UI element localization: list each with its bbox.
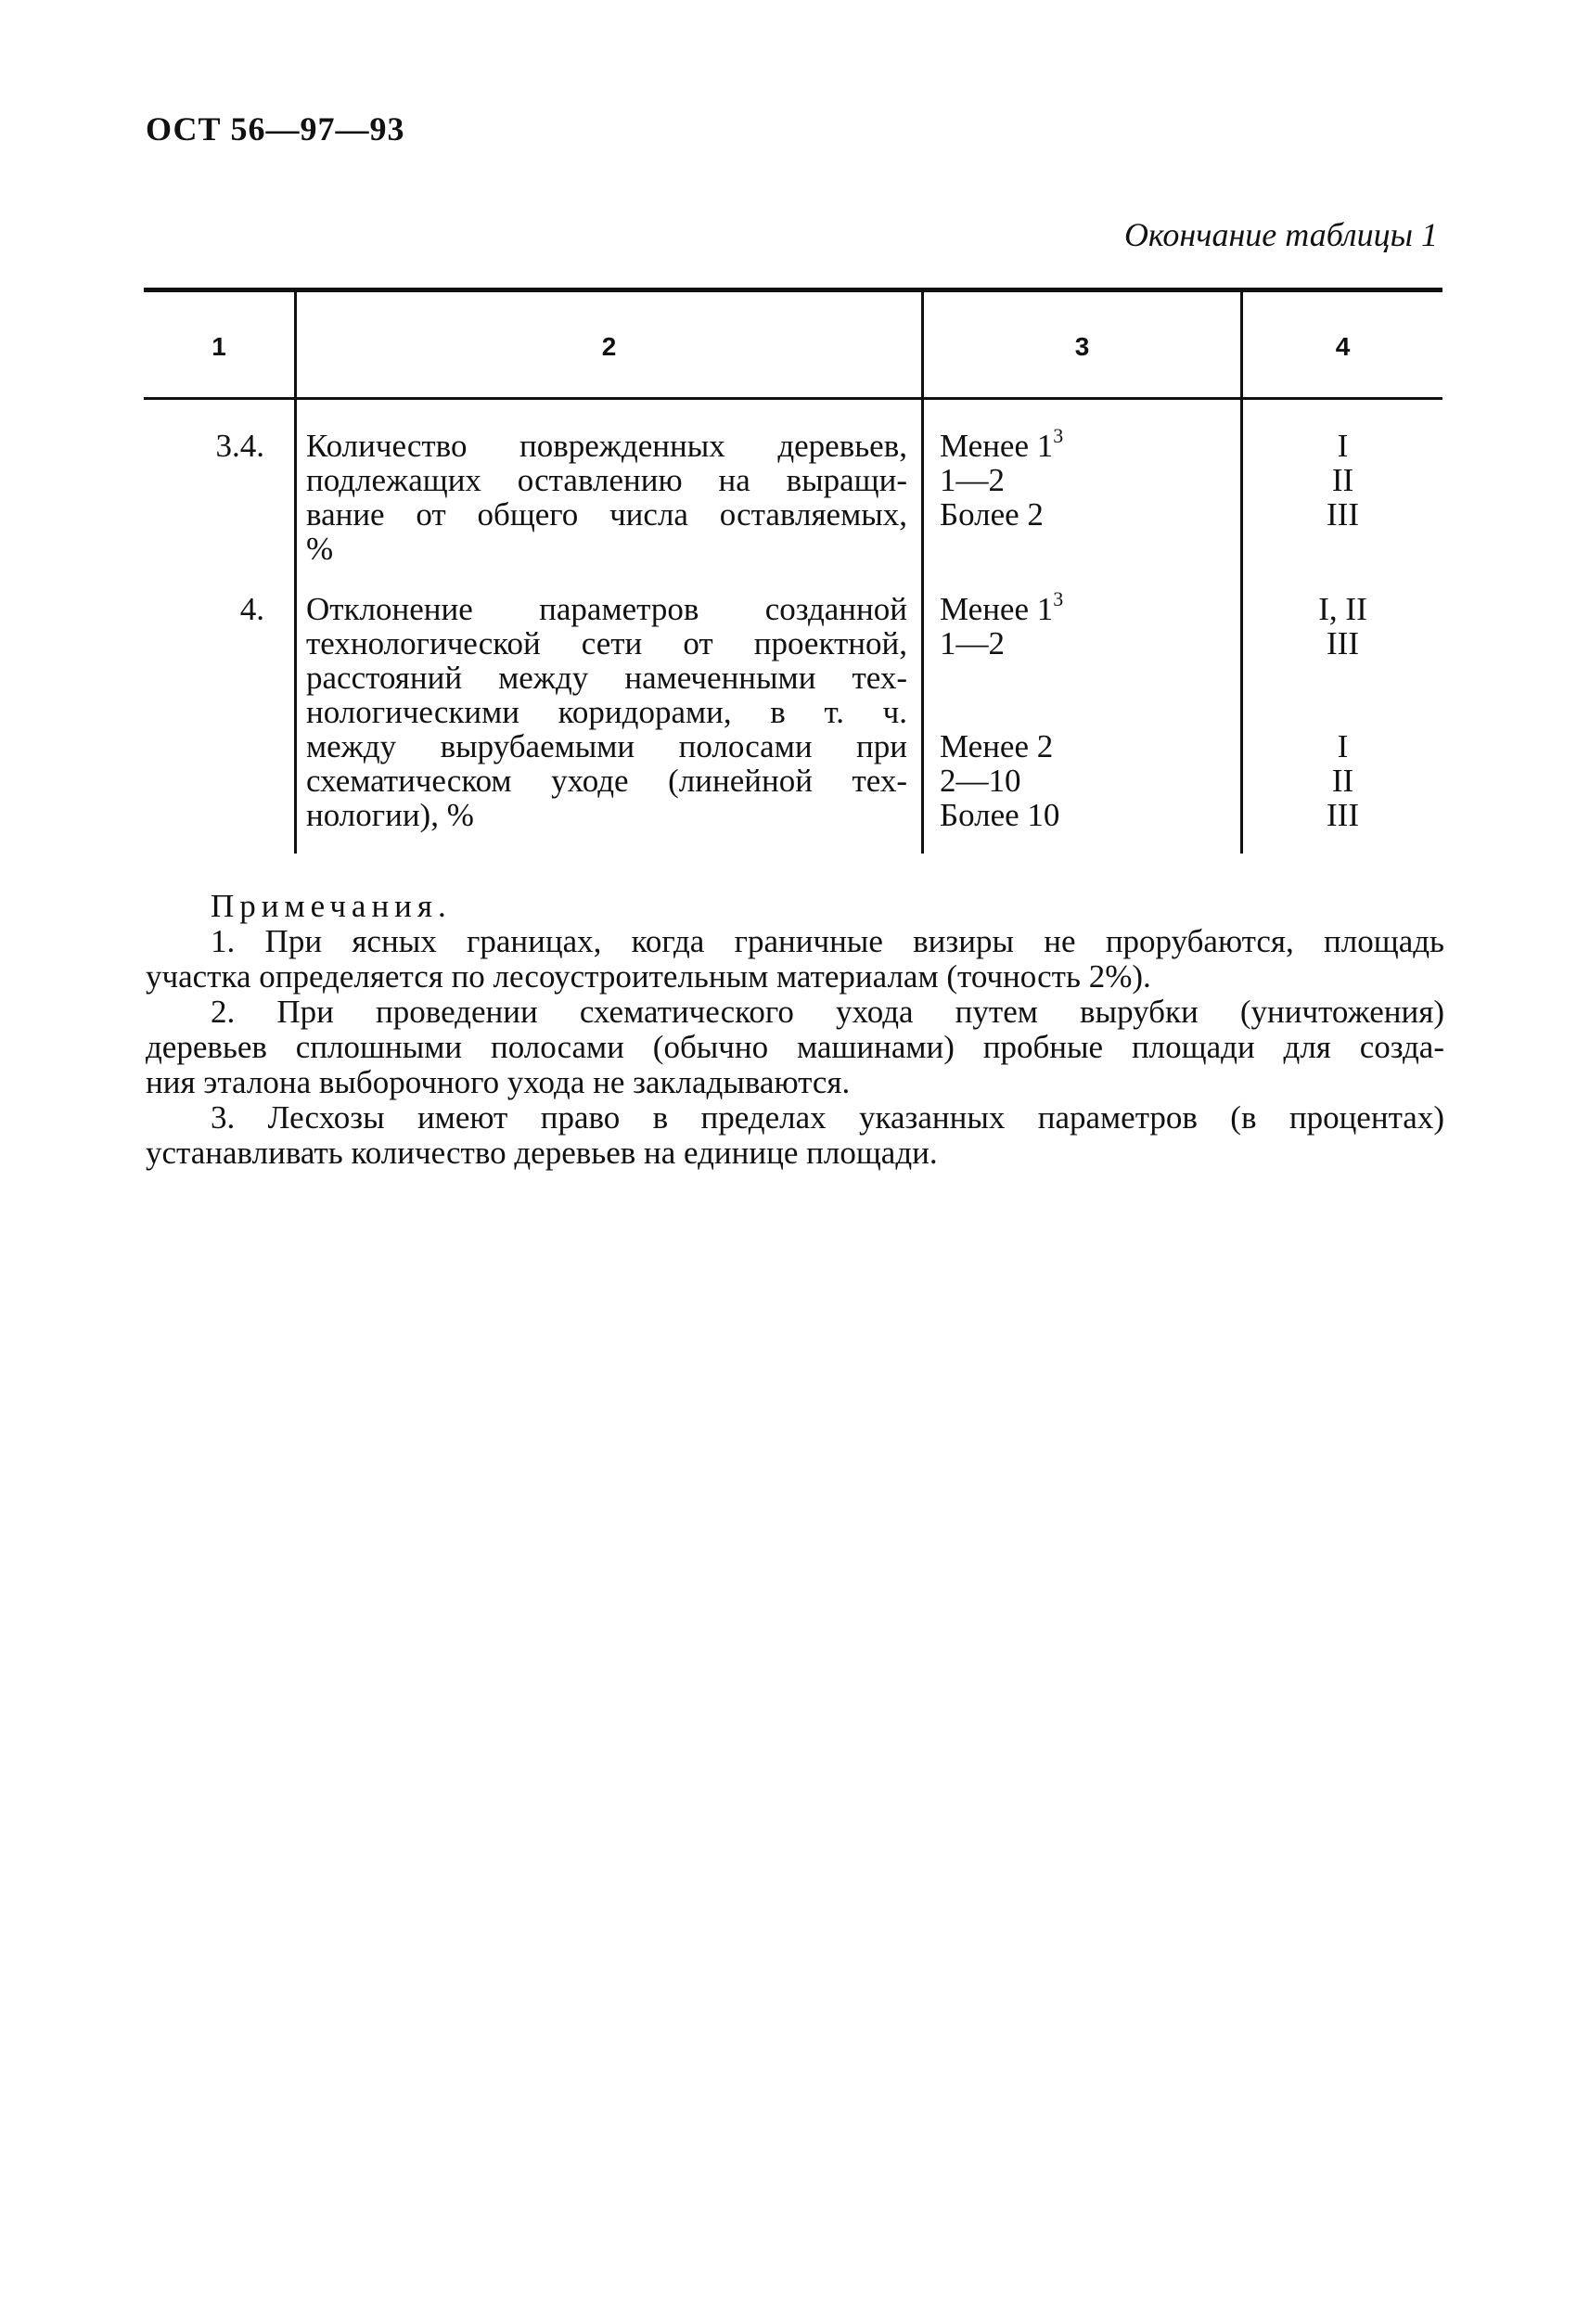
footnote-mark: 3 <box>1053 424 1064 448</box>
column-divider <box>921 288 924 854</box>
note-line: участка определяется по лесоустроительным материалам (точность 2%). <box>146 958 1151 995</box>
table-caption: Окончание таблицы 1 <box>1123 216 1438 253</box>
category-item: III <box>1327 797 1359 833</box>
category-item: I <box>1337 728 1349 764</box>
row-categories <box>1243 429 1442 532</box>
description-line: технологической сети от проектной, <box>306 625 907 661</box>
document-code: ОСТ 56—97—93 <box>146 110 405 148</box>
category-item: I <box>1337 428 1349 464</box>
description-line: схематическом уходе (линейной тех- <box>306 763 907 799</box>
note-line: 2. При проведении схематического ухода путем вырубки (уничтожения) <box>211 994 1444 1030</box>
category-item: III <box>1327 625 1359 661</box>
category-item: II <box>1331 462 1354 498</box>
value-item: 1—2 <box>940 462 1005 498</box>
description-line: нологическими коридорами, в т. ч. <box>306 694 907 730</box>
description-line: подлежащих оставлению на выращи- <box>306 462 907 498</box>
table-top-rule <box>144 288 1442 292</box>
row-description <box>306 429 907 566</box>
value-item: Более 10 <box>940 797 1060 833</box>
value-item: Более 2 <box>940 496 1044 533</box>
table-header-rule <box>144 397 1442 400</box>
column-header: 4 <box>1335 332 1351 361</box>
row-values <box>940 587 1237 833</box>
value-item: 2—10 <box>940 763 1021 799</box>
description-line: вание от общего числа оставляемых, <box>306 496 907 533</box>
value-item: 1—2 <box>940 625 1005 661</box>
footnote-mark: 3 <box>1053 587 1064 611</box>
category-item: I, II <box>1318 591 1367 627</box>
column-header: 2 <box>601 332 617 361</box>
note-line: деревьев сплошными полосами (обычно машинами) пробные площади для созда- <box>146 1029 1444 1065</box>
row-number: 4. <box>239 591 264 627</box>
note-line: ния эталона выборочного ухода не закладываются. <box>146 1064 851 1100</box>
notes-section <box>146 889 1444 1171</box>
row-values <box>940 424 1237 533</box>
category-item: II <box>1331 763 1354 799</box>
category-item: III <box>1327 496 1359 533</box>
description-line: Количество поврежденных деревьев, <box>306 428 907 464</box>
column-header: 3 <box>1074 332 1090 361</box>
value-item: Менее $1^3$ <box>940 587 1064 627</box>
value-item: Менее 2 <box>940 728 1054 764</box>
value-item: Менее $1^3$ <box>940 424 1064 464</box>
note-line: 3. Лесхозы имеют право в пределах указанных параметров (в процентах) <box>211 1099 1444 1136</box>
description-line: Отклонение параметров созданной <box>306 591 907 627</box>
note-line: устанавливать количество деревьев на единице площади. <box>146 1135 938 1171</box>
description-line: % <box>306 531 334 567</box>
row-categories <box>1243 592 1442 832</box>
description-line: нологии), % <box>306 797 474 833</box>
notes-title: Примечания. <box>211 888 452 924</box>
column-divider <box>294 288 297 854</box>
row-number: 3.4. <box>215 428 264 464</box>
column-header: 1 <box>212 332 226 361</box>
description-line: между вырубаемыми полосами при <box>306 728 907 764</box>
row-description <box>306 592 907 832</box>
note-line: 1. При ясных границах, когда граничные визиры не прорубаются, площадь <box>211 923 1444 959</box>
description-line: расстояний между намеченными тех- <box>306 660 907 696</box>
